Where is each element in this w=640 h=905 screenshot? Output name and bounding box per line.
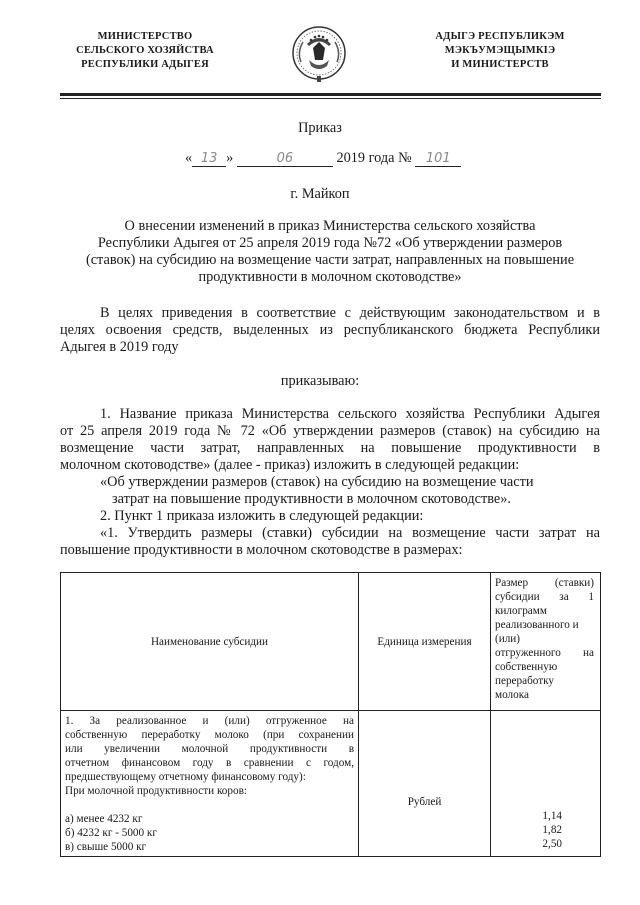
header-ru-line: СЕЛЬСКОГО ХОЗЯЙСТВА	[76, 45, 214, 56]
item1-line: от 25 апреля 2019 года № 72 «Об утверждении размеров (ставок) на субсидию на	[60, 423, 600, 439]
rate-value: 1,82	[542, 824, 562, 836]
quote1-line: «Об утверждении размеров (ставок) на субсидию на возмещение части	[100, 474, 534, 490]
row-text-line: отчетном финансовом году в сравнении с годом,	[65, 757, 354, 769]
header-rate-line: килограмм	[495, 605, 547, 617]
tier-label: б) 4232 кг - 5000 кг	[65, 827, 157, 839]
subject-line: Республики Адыгея от 25 апреля 2019 года №72 «Об утверждении размеров	[97, 235, 563, 251]
ministry-header-ru	[70, 30, 220, 72]
preamble-line: В целях приведения в соответствие с действующим законодательством и в	[100, 305, 600, 321]
unit-cell	[359, 711, 491, 857]
header-ru-line: МИНИСТЕРСТВО	[97, 31, 193, 42]
date-line	[185, 150, 461, 167]
date-day: 13	[192, 152, 226, 167]
header-rate-line: реализованного и	[495, 619, 579, 631]
row-text-line: 1. За реализованное и (или) отгруженное на	[65, 715, 354, 727]
rate-value: 2,50	[542, 838, 562, 850]
header-rule-thick	[60, 93, 601, 96]
date-quote-open: «	[185, 150, 193, 166]
unit-value: Рублей	[407, 796, 442, 808]
header-rate-line: отгруженного на	[495, 647, 594, 659]
preamble-line: Адыгея в 2019 году	[60, 339, 179, 355]
date-year-text: 2019 года №	[336, 150, 412, 166]
item1-line: 1. Название приказа Министерства сельского хозяйства Республики Адыгея	[100, 406, 600, 422]
tier-label: в) свыше 5000 кг	[65, 841, 147, 853]
item2-line: 2. Пункт 1 приказа изложить в следующей редакции:	[100, 508, 424, 524]
header-rule-thin	[60, 98, 601, 99]
coat-of-arms-emblem	[291, 22, 347, 86]
header-subsidy-name: Наименование субсидии	[61, 573, 359, 711]
order-word: приказываю:	[280, 373, 360, 389]
header-ru-line: РЕСПУБЛИКИ АДЫГЕЯ	[81, 59, 209, 70]
header-ady-line: И МИНИСТЕРСТВ	[451, 59, 549, 70]
table-row	[61, 711, 601, 857]
row-sub: При молочной продуктивности коров:	[65, 785, 247, 797]
item1-line: возмещение части затрат, направленных на повышение продуктивности в	[60, 440, 600, 456]
quote1-line: затрат на повышение продуктивности в молочном скотоводстве».	[112, 491, 511, 507]
header-ady-line: МЭКЪУМЭЩЫМКIЭ	[444, 45, 556, 56]
item1-line: молочном скотоводстве» (далее - приказ) изложить в следующей редакции:	[60, 457, 520, 473]
row-text-line: предшествующему отчетному финансовому году):	[65, 771, 306, 783]
preamble-line: целях освоения средств, выделенных из республиканского бюджета Республики	[60, 322, 600, 338]
rate-value: 1,14	[542, 810, 562, 822]
subsidy-table	[60, 572, 601, 857]
header-rate-line: Размер (ставки)	[495, 577, 594, 589]
item2-text-line: «1. Утвердить размеры (ставки) субсидии на возмещение части затрат на	[100, 525, 600, 541]
header-rate-line: молока	[495, 689, 529, 701]
subject-line: (ставок) на субсидию на возмещение части затрат, направленных на повышение	[85, 252, 575, 268]
header-rate-line: переработку	[495, 675, 554, 687]
order-number: 101	[415, 152, 461, 167]
date-quote-close: »	[226, 150, 234, 166]
city: г. Майкоп	[290, 186, 350, 202]
item2-text-block	[60, 525, 600, 559]
preamble-block	[60, 305, 600, 356]
header-rate	[491, 573, 601, 711]
header-rate-line: собственную	[495, 661, 558, 673]
header-rate-line: (или)	[495, 633, 521, 645]
row-text-line: собственную переработку молоко (при сохранении	[65, 729, 354, 741]
rate-cell	[491, 711, 601, 857]
quote1-block	[100, 474, 600, 508]
header-rate-line: субсидии за 1	[495, 591, 594, 603]
item1-block	[60, 406, 600, 474]
tier-label: а) менее 4232 кг	[65, 813, 143, 825]
subject-line: О внесении изменений в приказ Министерства сельского хозяйства	[124, 218, 536, 234]
subject-block	[60, 218, 600, 286]
header-ady-line: АДЫГЭ РЕСПУБЛИКЭМ	[435, 31, 565, 42]
header-unit: Единица измерения	[359, 573, 491, 711]
item2-text-line: повышение продуктивности в молочном скотоводстве в размерах:	[60, 542, 463, 558]
ministry-header-ady	[420, 30, 580, 72]
subsidy-description	[61, 711, 359, 857]
document-title: Приказ	[298, 120, 342, 136]
table-header-row	[61, 573, 601, 711]
subject-line: продуктивности в молочном скотоводстве»	[198, 269, 462, 285]
row-text-line: или увеличении молочной продуктивности в	[65, 743, 354, 755]
date-month: 06	[237, 152, 333, 167]
